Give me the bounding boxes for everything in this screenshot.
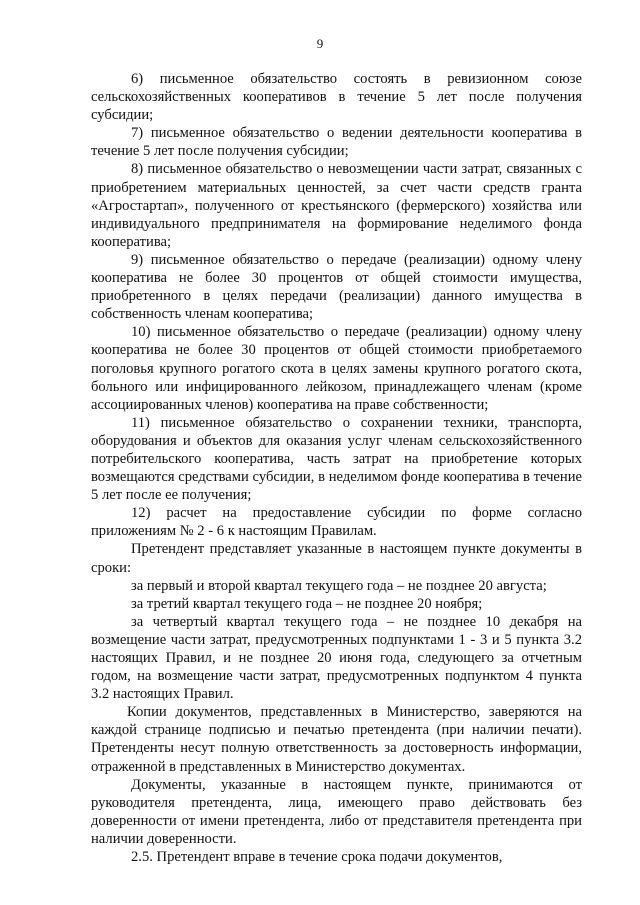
paragraph-item-9: 9) письменное обязательство о передаче (реализации) одному члену кооператива не более 30 процентов от общей стоимости имущества, приобретенного в целях передачи (реализации) данного имущества в собственность членам кооператива; xyxy=(91,251,582,323)
page-body xyxy=(91,70,582,866)
paragraph-item-8: 8) письменное обязательство о невозмещении части затрат, связанных с приобретением материальных ценностей, за счет части средств гранта «Агростартап», полученного от крестьянского (фермерского) хозяйства или индивидуального предпринимателя на формирование неделимого фонда кооператива; xyxy=(91,161,582,250)
paragraph-deadline-q1-q2: за первый и второй квартал текущего года – не позднее 20 августа; xyxy=(131,577,547,594)
paragraph-deadline-q4: за четвертый квартал текущего года – не позднее 10 декабря на возмещение части затрат, предусмотренных подпунктами 1 - 3 и 5 пункта 3.2 настоящих Правил, и не позднее 20 июня года, следующего за отчетным годом, на возмещение части затрат, предусмотренных подпунктом 4 пункта 3.2 настоящих Правил. xyxy=(91,613,582,703)
paragraph-item-11: 11) письменное обязательство о сохранении техники, транспорта, оборудования и объектов для оказания услуг членам сельскохозяйственного потребительского кооператива, часть затрат на приобретение которых возмещаются средствами субсидии, в неделимом фонде кооператива в течение 5 лет после ее получения; xyxy=(91,414,582,504)
paragraph-item-7: 7) письменное обязательство о ведении деятельности кооператива в течение 5 лет после получения субсидии; xyxy=(91,125,582,160)
paragraph-item-12: 12) расчет на предоставление субсидии по форме согласно приложениям № 2 - 6 к настоящим Правилам. xyxy=(91,505,582,540)
paragraph-deadlines-intro: Претендент представляет указанные в настоящем пункте документы в сроки: xyxy=(91,541,582,576)
paragraph-deadline-q3: за третий квартал текущего года – не позднее 20 ноября; xyxy=(131,595,483,612)
paragraph-acceptance: Документы, указанные в настоящем пункте, принимаются от руководителя претендента, лица, имеющего право действовать без доверенности от имени претендента, либо от представителя претендента при наличии доверенности. xyxy=(91,776,582,847)
paragraph-2-5: 2.5. Претендент вправе в течение срока подачи документов, xyxy=(131,849,503,866)
paragraph-item-10: 10) письменное обязательство о передаче (реализации) одному члену кооператива не более 30 процентов от общей стоимости приобретаемого поголовья крупного рогатого скота в целях замены крупного рогатого скота, больного или инфицированного лейкозом, принадлежащего членам (кроме ассоциированных членов) кооператива на праве собственности; xyxy=(91,324,582,413)
paragraph-copies: Копии документов, представленных в Министерство, заверяются на каждой странице подписью и печатью претендента (при наличии печати). Претенденты несут полную ответственность за достоверность информации, отраженной в представленных в Министерство документах. xyxy=(91,704,582,775)
paragraph-item-6: 6) письменное обязательство состоять в ревизионном союзе сельскохозяйственных кооперативов в течение 5 лет после получения субсидии; xyxy=(91,71,582,124)
page-number: 9 xyxy=(316,36,324,51)
